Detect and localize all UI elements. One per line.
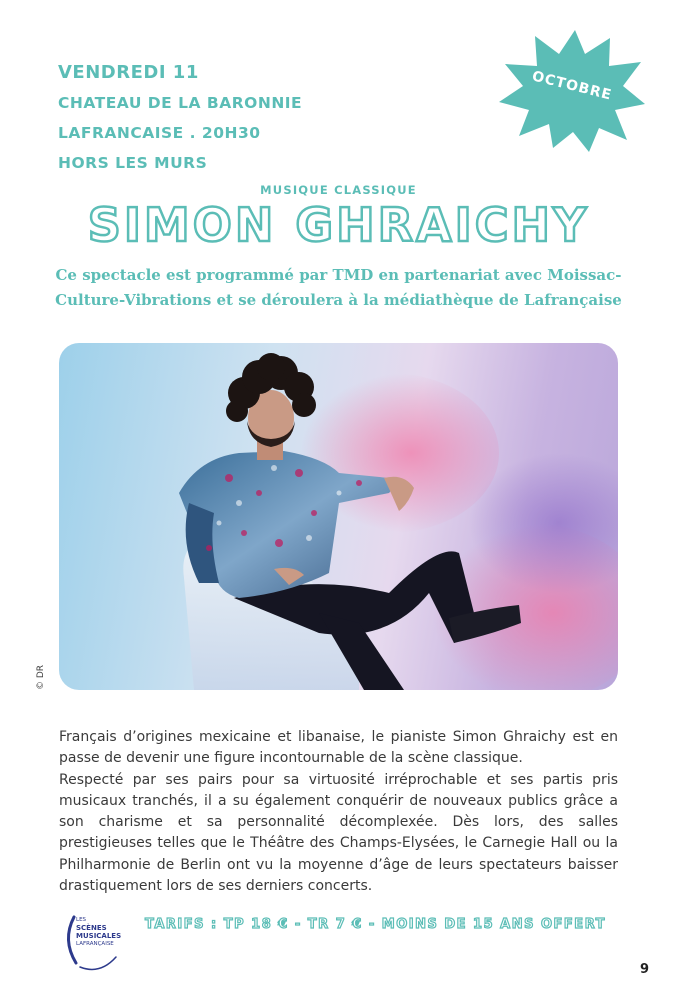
- event-venue: CHATEAU DE LA BARONNIE: [58, 94, 303, 112]
- event-note: HORS LES MURS: [58, 154, 208, 172]
- event-date: VENDREDI 11: [58, 62, 199, 83]
- event-location-time: LAFRANCAISE . 20H30: [58, 124, 261, 142]
- logo-line-2: SCÈNES: [76, 924, 107, 932]
- category-label: MUSIQUE CLASSIQUE: [260, 183, 417, 197]
- subtitle-line-1: Ce spectacle est programmé par TMD en partenariat avec Moissac-: [55, 266, 622, 284]
- pricing-info: TARIFS : TP 18 € - TR 7 € - MOINS DE 15 ANS OFFERT: [145, 917, 606, 932]
- logo-line-1: LES: [76, 917, 87, 923]
- subtitle-line-2: Culture-Vibrations et se déroulera à la médiathèque de Lafrançaise: [55, 291, 622, 309]
- artist-title: SIMON GHRAICHY: [87, 198, 590, 252]
- photo-credit: © DR: [36, 664, 46, 690]
- description-paragraph-1: Français d’origines mexicaine et libanaise, le pianiste Simon Ghraichy est en passe de devenir une figure incontournable de la scène classique.: [59, 729, 618, 767]
- logo-line-4: LAFRANÇAISE: [76, 941, 114, 947]
- logo-text: [76, 916, 121, 948]
- logo-line-3: MUSICALES: [76, 932, 122, 940]
- month-badge: [497, 28, 647, 153]
- scenes-musicales-logo: [60, 905, 124, 975]
- description-paragraph-2: Respecté par ses pairs pour sa virtuosité irréprochable et ses partis pris musicaux tranchés, il a su également conquérir de nouveaux publics grâce a son charisme et sa personnalité décomplexée. Dès lors, des salles prestigieuses telles que le Théâtre des Champs-Elysées, le Carnegie Hall ou la Philharmonie de Berlin ont vu la moyenne d’âge de leurs spectateurs baisser drastiquement lors de ses derniers concerts.: [59, 771, 618, 895]
- subtitle: [40, 263, 637, 313]
- badge-label: OCTOBRE: [530, 68, 614, 104]
- artist-photo: [59, 343, 618, 690]
- page-number: 9: [640, 962, 650, 977]
- photo-illustration: [59, 343, 618, 690]
- description: [59, 727, 618, 897]
- event-info: [58, 58, 302, 178]
